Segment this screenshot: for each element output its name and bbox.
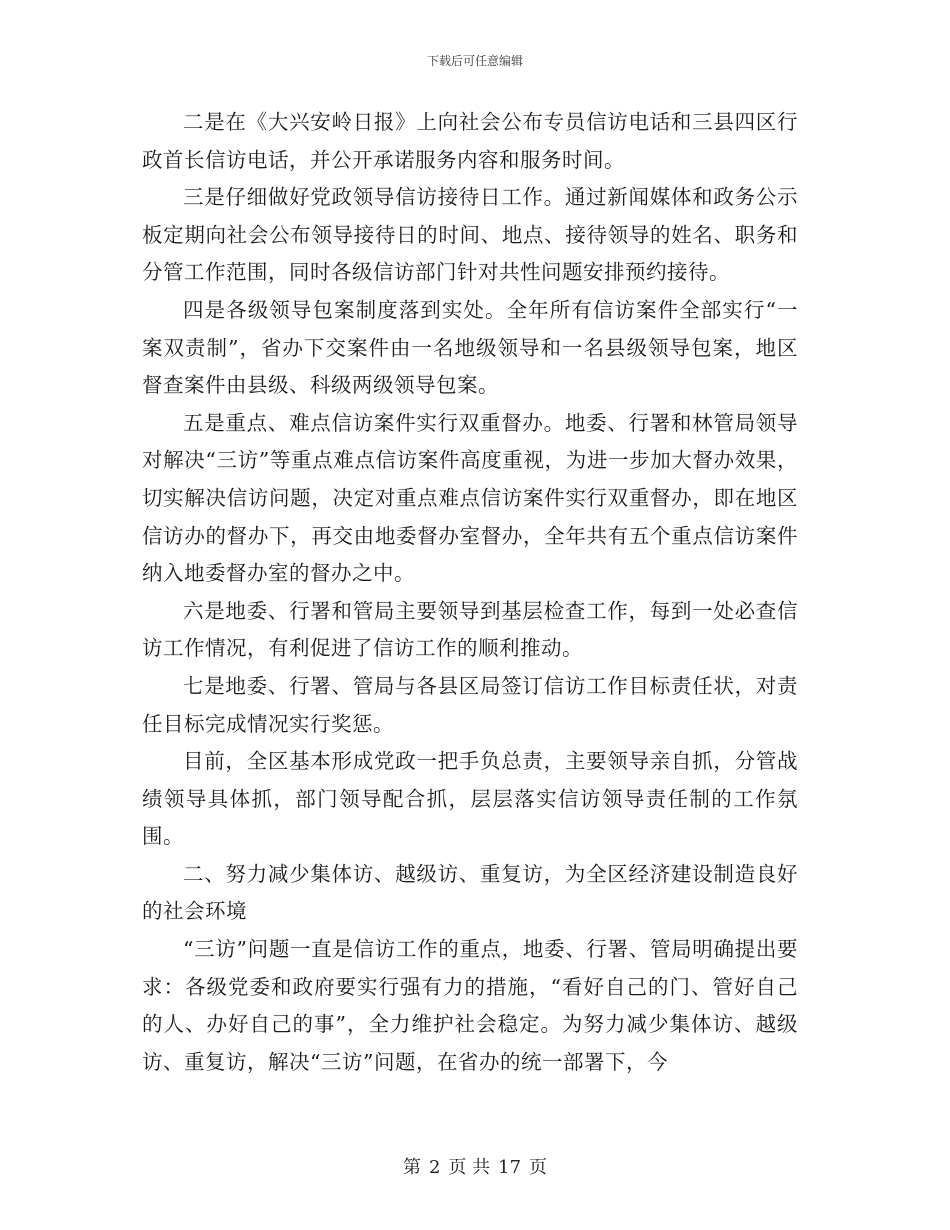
paragraph: 七是地委、行署、管局与各县区局签订信访工作目标责任状，对责任目标完成情况实行奖惩。 xyxy=(142,673,798,736)
page-footer xyxy=(0,1153,950,1179)
paragraph: “三访”问题一直是信访工作的重点，地委、行署、管局明确提出要求：各级党委和政府要实行强有力的措施，“看好自己的门、管好自己的人、办好自己的事”，全力维护社会稳定。为努力减少集体访、越级访、重复访，解决“三访”问题，在省办的统一部署下，今 xyxy=(142,937,798,1074)
paragraph: 六是地委、行署和管局主要领导到基层检查工作，每到一处必查信访工作情况，有利促进了信访工作的顺利推动。 xyxy=(142,598,798,661)
footer-suffix: 页 xyxy=(529,1157,548,1178)
paragraph: 五是重点、难点信访案件实行双重督办。地委、行署和林管局领导对解决“三访”等重点难点信访案件高度重视，为进一步加大督办效果，切实解决信访问题，决定对重点难点信访案件实行双重督办，即在地区信访办的督办下，再交由地委督办室督办，全年共有五个重点信访案件纳入地委督办室的督办之中。 xyxy=(142,410,798,586)
paragraph: 二是在《大兴安岭日报》上向社会公布专员信访电话和三县四区行政首长信访电话，并公开承诺服务内容和服务时间。 xyxy=(142,110,798,172)
section-heading: 二、努力减少集体访、越级访、重复访，为全区经济建设制造良好的社会环境 xyxy=(142,861,798,924)
document-body xyxy=(142,104,798,1081)
total-pages: 17 xyxy=(498,1157,522,1178)
paragraph: 四是各级领导包案制度落到实处。全年所有信访案件全部实行“一案双责制”，省办下交案件由一名地级领导和一名县级领导包案，地区督查案件由县级、科级两级领导包案。 xyxy=(142,297,798,398)
paragraph: 三是仔细做好党政领导信访接待日工作。通过新闻媒体和政务公示板定期向社会公布领导接待日的时间、地点、接待领导的姓名、职务和分管工作范围，同时各级信访部门针对共性问题安排预约接待。 xyxy=(142,185,798,285)
page-number: 2 xyxy=(428,1157,441,1178)
paragraph: 目前，全区基本形成党政一把手负总责，主要领导亲自抓，分管战绩领导具体抓，部门领导配合抓，层层落实信访领导责任制的工作氛围。 xyxy=(142,749,798,849)
page-header: 下载后可任意编辑 xyxy=(426,54,523,68)
footer-middle: 页 共 xyxy=(448,1157,491,1178)
footer-prefix: 第 xyxy=(402,1157,421,1178)
